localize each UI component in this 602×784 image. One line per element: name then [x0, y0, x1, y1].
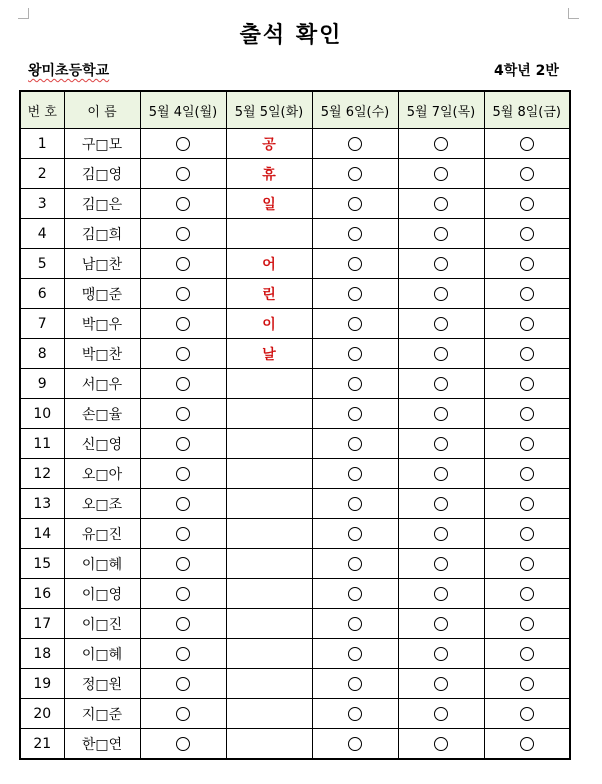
attendance-cell: [398, 519, 484, 549]
attendance-circle-icon: [176, 677, 190, 691]
table-row: [20, 249, 570, 279]
attendance-cell: [140, 309, 226, 339]
student-number: 3: [20, 189, 64, 219]
attendance-cell: [312, 699, 398, 729]
holiday-text: 이: [262, 316, 276, 333]
attendance-circle-icon: [520, 347, 534, 361]
attendance-cell: [398, 159, 484, 189]
attendance-cell: [484, 669, 570, 699]
attendance-circle-icon: [176, 257, 190, 271]
attendance-cell: [398, 429, 484, 459]
student-number: 16: [20, 579, 64, 609]
attendance-cell: [140, 579, 226, 609]
holiday-cell: [226, 549, 312, 579]
attendance-cell: [140, 549, 226, 579]
attendance-cell: [140, 249, 226, 279]
attendance-table: [19, 90, 571, 760]
table-row: [20, 639, 570, 669]
attendance-circle-icon: [434, 197, 448, 211]
student-number: 11: [20, 429, 64, 459]
student-number: 21: [20, 729, 64, 760]
holiday-text: 날: [262, 346, 276, 363]
page-title: 출석 확인: [239, 23, 343, 48]
attendance-circle-icon: [176, 647, 190, 661]
holiday-cell: [226, 429, 312, 459]
header-day-2: 5월 5일(화): [226, 91, 312, 129]
attendance-circle-icon: [176, 467, 190, 481]
attendance-cell: [398, 489, 484, 519]
attendance-circle-icon: [520, 407, 534, 421]
student-name: 이□영: [64, 579, 140, 609]
attendance-circle-icon: [176, 137, 190, 151]
attendance-circle-icon: [520, 137, 534, 151]
attendance-circle-icon: [520, 197, 534, 211]
attendance-circle-icon: [348, 167, 362, 181]
student-name: 정□원: [64, 669, 140, 699]
table-row: [20, 399, 570, 429]
attendance-circle-icon: [434, 527, 448, 541]
attendance-circle-icon: [176, 407, 190, 421]
header-day-5: 5월 8일(금): [484, 91, 570, 129]
attendance-circle-icon: [434, 167, 448, 181]
student-name: 신□영: [64, 429, 140, 459]
table-row: [20, 369, 570, 399]
attendance-circle-icon: [176, 347, 190, 361]
attendance-cell: [140, 609, 226, 639]
table-row: [20, 699, 570, 729]
student-number: 17: [20, 609, 64, 639]
student-number: 20: [20, 699, 64, 729]
attendance-circle-icon: [434, 377, 448, 391]
attendance-circle-icon: [520, 677, 534, 691]
attendance-cell: [484, 399, 570, 429]
holiday-cell: [226, 519, 312, 549]
attendance-cell: [312, 489, 398, 519]
header-day-3: 5월 6일(수): [312, 91, 398, 129]
attendance-cell: [140, 699, 226, 729]
attendance-circle-icon: [348, 197, 362, 211]
student-name: 남□찬: [64, 249, 140, 279]
attendance-circle-icon: [434, 677, 448, 691]
attendance-cell: [398, 399, 484, 429]
attendance-circle-icon: [176, 377, 190, 391]
attendance-cell: [398, 609, 484, 639]
table-row: [20, 459, 570, 489]
attendance-cell: [140, 339, 226, 369]
attendance-circle-icon: [176, 197, 190, 211]
attendance-circle-icon: [434, 287, 448, 301]
header-day-4: 5월 7일(목): [398, 91, 484, 129]
attendance-cell: [484, 339, 570, 369]
student-number: 13: [20, 489, 64, 519]
attendance-cell: [484, 249, 570, 279]
attendance-circle-icon: [176, 287, 190, 301]
attendance-cell: [312, 339, 398, 369]
table-row: [20, 729, 570, 760]
table-row: [20, 489, 570, 519]
attendance-circle-icon: [520, 557, 534, 571]
attendance-cell: [398, 279, 484, 309]
attendance-circle-icon: [434, 347, 448, 361]
student-name: 손□율: [64, 399, 140, 429]
table-row: [20, 159, 570, 189]
attendance-circle-icon: [434, 257, 448, 271]
attendance-circle-icon: [520, 737, 534, 751]
attendance-cell: [312, 129, 398, 159]
attendance-cell: [398, 339, 484, 369]
attendance-circle-icon: [434, 407, 448, 421]
attendance-cell: [484, 129, 570, 159]
attendance-cell: [484, 429, 570, 459]
student-name: 이□혜: [64, 639, 140, 669]
student-name: 서□우: [64, 369, 140, 399]
header-name: 이 름: [64, 91, 140, 129]
attendance-cell: [398, 189, 484, 219]
attendance-cell: [312, 459, 398, 489]
attendance-cell: [484, 519, 570, 549]
holiday-cell: [226, 369, 312, 399]
attendance-circle-icon: [434, 587, 448, 601]
holiday-cell: [226, 579, 312, 609]
holiday-cell: [226, 339, 312, 369]
attendance-cell: [312, 219, 398, 249]
student-name: 김□영: [64, 159, 140, 189]
table-row: [20, 309, 570, 339]
attendance-circle-icon: [348, 227, 362, 241]
holiday-cell: [226, 129, 312, 159]
attendance-circle-icon: [520, 527, 534, 541]
attendance-circle-icon: [520, 707, 534, 721]
attendance-circle-icon: [348, 137, 362, 151]
student-name: 이□혜: [64, 549, 140, 579]
header-row: [20, 91, 570, 129]
student-number: 10: [20, 399, 64, 429]
holiday-cell: [226, 309, 312, 339]
attendance-cell: [140, 129, 226, 159]
attendance-cell: [484, 159, 570, 189]
attendance-circle-icon: [348, 557, 362, 571]
attendance-circle-icon: [434, 737, 448, 751]
attendance-circle-icon: [348, 347, 362, 361]
attendance-cell: [484, 579, 570, 609]
attendance-cell: [140, 159, 226, 189]
attendance-cell: [140, 399, 226, 429]
attendance-cell: [398, 249, 484, 279]
attendance-circle-icon: [520, 287, 534, 301]
student-number: 4: [20, 219, 64, 249]
student-name: 유□진: [64, 519, 140, 549]
student-number: 7: [20, 309, 64, 339]
student-name: 박□우: [64, 309, 140, 339]
attendance-circle-icon: [348, 497, 362, 511]
student-number: 15: [20, 549, 64, 579]
attendance-cell: [312, 639, 398, 669]
attendance-circle-icon: [348, 287, 362, 301]
attendance-circle-icon: [348, 467, 362, 481]
attendance-cell: [398, 639, 484, 669]
attendance-circle-icon: [520, 227, 534, 241]
attendance-circle-icon: [434, 497, 448, 511]
table-row: [20, 279, 570, 309]
student-name: 박□찬: [64, 339, 140, 369]
attendance-circle-icon: [434, 137, 448, 151]
attendance-circle-icon: [348, 677, 362, 691]
attendance-cell: [398, 309, 484, 339]
holiday-text: 일: [262, 196, 276, 213]
attendance-cell: [140, 519, 226, 549]
attendance-circle-icon: [434, 707, 448, 721]
table-row: [20, 519, 570, 549]
attendance-circle-icon: [176, 497, 190, 511]
attendance-circle-icon: [348, 437, 362, 451]
student-number: 8: [20, 339, 64, 369]
table-row: [20, 219, 570, 249]
student-number: 18: [20, 639, 64, 669]
attendance-cell: [312, 249, 398, 279]
student-name: 김□희: [64, 219, 140, 249]
attendance-circle-icon: [176, 707, 190, 721]
holiday-cell: [226, 489, 312, 519]
attendance-cell: [398, 549, 484, 579]
attendance-cell: [312, 669, 398, 699]
attendance-cell: [140, 639, 226, 669]
attendance-cell: [484, 309, 570, 339]
attendance-cell: [312, 549, 398, 579]
holiday-cell: [226, 609, 312, 639]
attendance-cell: [484, 459, 570, 489]
table-row: [20, 669, 570, 699]
attendance-cell: [312, 609, 398, 639]
table-row: [20, 339, 570, 369]
attendance-cell: [484, 219, 570, 249]
attendance-circle-icon: [176, 557, 190, 571]
attendance-cell: [312, 369, 398, 399]
holiday-text: 휴: [262, 166, 276, 183]
student-number: 12: [20, 459, 64, 489]
attendance-circle-icon: [520, 437, 534, 451]
holiday-cell: [226, 399, 312, 429]
holiday-cell: [226, 279, 312, 309]
attendance-circle-icon: [520, 647, 534, 661]
attendance-cell: [140, 669, 226, 699]
student-name: 이□진: [64, 609, 140, 639]
holiday-text: 공: [262, 136, 276, 153]
attendance-circle-icon: [348, 377, 362, 391]
attendance-circle-icon: [348, 587, 362, 601]
holiday-cell: [226, 669, 312, 699]
table-row: [20, 189, 570, 219]
attendance-circle-icon: [348, 617, 362, 631]
attendance-cell: [398, 219, 484, 249]
attendance-cell: [140, 189, 226, 219]
attendance-circle-icon: [520, 467, 534, 481]
attendance-cell: [140, 489, 226, 519]
student-number: 2: [20, 159, 64, 189]
attendance-cell: [312, 729, 398, 760]
attendance-circle-icon: [434, 467, 448, 481]
attendance-cell: [312, 519, 398, 549]
attendance-cell: [484, 549, 570, 579]
holiday-cell: [226, 459, 312, 489]
attendance-cell: [484, 189, 570, 219]
attendance-circle-icon: [176, 167, 190, 181]
attendance-circle-icon: [348, 527, 362, 541]
attendance-circle-icon: [520, 257, 534, 271]
attendance-cell: [140, 729, 226, 760]
holiday-text: 어: [262, 256, 276, 273]
attendance-cell: [312, 579, 398, 609]
attendance-circle-icon: [348, 257, 362, 271]
student-number: 6: [20, 279, 64, 309]
holiday-cell: [226, 249, 312, 279]
attendance-cell: [140, 459, 226, 489]
attendance-circle-icon: [520, 317, 534, 331]
attendance-cell: [484, 639, 570, 669]
attendance-circle-icon: [434, 317, 448, 331]
attendance-cell: [484, 369, 570, 399]
attendance-cell: [140, 279, 226, 309]
header-number: 번 호: [20, 91, 64, 129]
holiday-cell: [226, 189, 312, 219]
student-name: 맹□준: [64, 279, 140, 309]
student-name: 오□조: [64, 489, 140, 519]
attendance-circle-icon: [176, 587, 190, 601]
attendance-cell: [484, 489, 570, 519]
attendance-circle-icon: [434, 617, 448, 631]
attendance-circle-icon: [434, 227, 448, 241]
attendance-circle-icon: [348, 707, 362, 721]
attendance-cell: [398, 669, 484, 699]
attendance-cell: [312, 159, 398, 189]
attendance-cell: [140, 429, 226, 459]
attendance-cell: [398, 129, 484, 159]
attendance-cell: [484, 699, 570, 729]
student-name: 김□은: [64, 189, 140, 219]
attendance-circle-icon: [176, 617, 190, 631]
student-name: 구□모: [64, 129, 140, 159]
header-day-1: 5월 4일(월): [140, 91, 226, 129]
table-row: [20, 609, 570, 639]
attendance-circle-icon: [176, 527, 190, 541]
table-row: [20, 579, 570, 609]
student-name: 오□아: [64, 459, 140, 489]
holiday-cell: [226, 729, 312, 760]
attendance-cell: [312, 309, 398, 339]
attendance-cell: [140, 369, 226, 399]
student-number: 9: [20, 369, 64, 399]
attendance-circle-icon: [520, 587, 534, 601]
holiday-text: 린: [262, 286, 276, 303]
attendance-cell: [398, 699, 484, 729]
attendance-cell: [398, 369, 484, 399]
attendance-circle-icon: [520, 377, 534, 391]
table-row: [20, 129, 570, 159]
attendance-circle-icon: [176, 227, 190, 241]
student-name: 지□준: [64, 699, 140, 729]
student-name: 한□연: [64, 729, 140, 760]
attendance-circle-icon: [520, 497, 534, 511]
attendance-cell: [484, 609, 570, 639]
attendance-cell: [312, 399, 398, 429]
attendance-circle-icon: [434, 557, 448, 571]
attendance-cell: [312, 189, 398, 219]
attendance-cell: [484, 279, 570, 309]
holiday-cell: [226, 699, 312, 729]
student-number: 19: [20, 669, 64, 699]
table-row: [20, 429, 570, 459]
attendance-circle-icon: [434, 647, 448, 661]
attendance-circle-icon: [520, 167, 534, 181]
student-number: 14: [20, 519, 64, 549]
attendance-circle-icon: [176, 437, 190, 451]
attendance-circle-icon: [348, 407, 362, 421]
attendance-cell: [140, 219, 226, 249]
attendance-circle-icon: [348, 737, 362, 751]
attendance-cell: [398, 459, 484, 489]
school-name: 왕미초등학교: [28, 63, 110, 79]
attendance-cell: [484, 729, 570, 760]
attendance-circle-icon: [348, 317, 362, 331]
holiday-cell: [226, 219, 312, 249]
holiday-cell: [226, 159, 312, 189]
attendance-cell: [398, 579, 484, 609]
student-number: 1: [20, 129, 64, 159]
attendance-circle-icon: [176, 317, 190, 331]
student-number: 5: [20, 249, 64, 279]
table-row: [20, 549, 570, 579]
attendance-circle-icon: [520, 617, 534, 631]
attendance-circle-icon: [176, 737, 190, 751]
holiday-cell: [226, 639, 312, 669]
attendance-circle-icon: [348, 647, 362, 661]
attendance-cell: [312, 429, 398, 459]
attendance-cell: [398, 729, 484, 760]
class-info: 4학년 2반: [494, 63, 559, 79]
attendance-circle-icon: [434, 437, 448, 451]
attendance-cell: [312, 279, 398, 309]
